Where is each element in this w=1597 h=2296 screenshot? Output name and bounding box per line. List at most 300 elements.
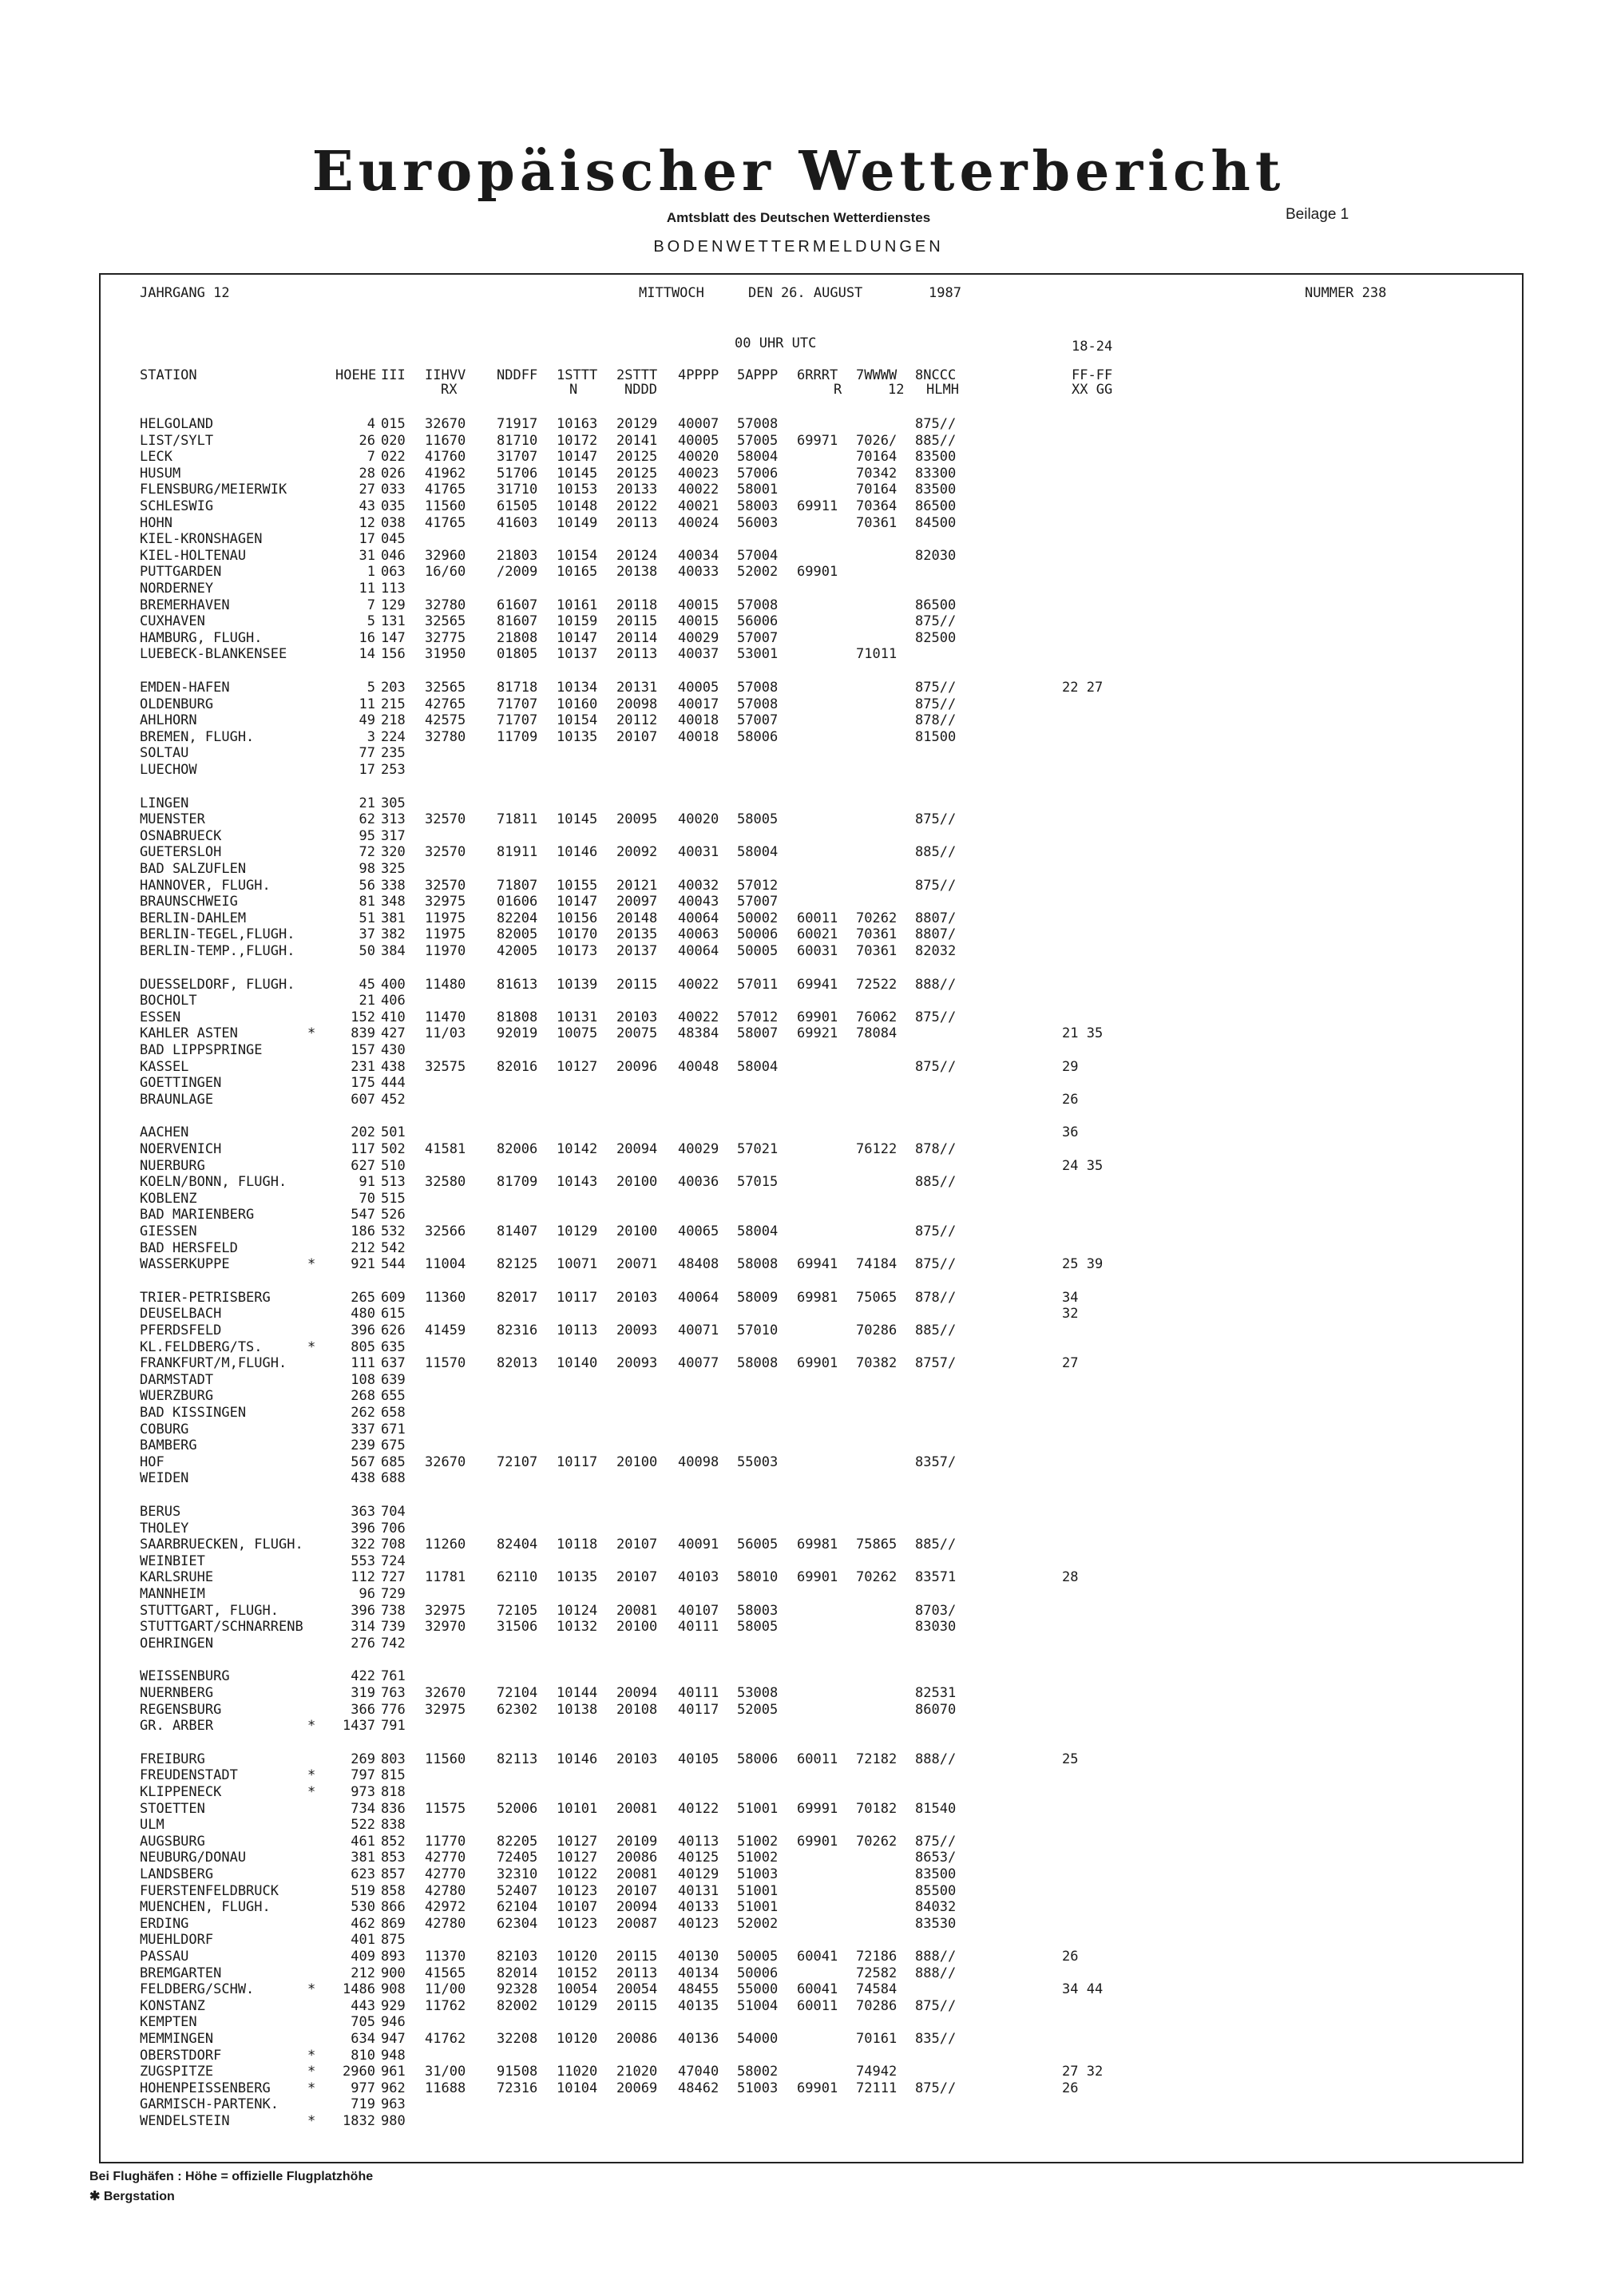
table-row: [0, 1290, 1597, 1307]
group-5: 40029: [678, 630, 719, 646]
station-index: 671: [381, 1422, 406, 1437]
col-10-header: FF-FF: [1072, 367, 1113, 383]
table-row: [0, 1124, 1597, 1141]
group-5: 40125: [678, 1850, 719, 1866]
group-1: 32566: [425, 1223, 466, 1239]
station-name: SOLTAU: [140, 745, 189, 761]
group-4: 20125: [616, 466, 658, 482]
group-7: 69921: [797, 1025, 838, 1041]
group-1: 42780: [425, 1916, 466, 1932]
station-name: MUENCHEN, FLUGH.: [140, 1899, 271, 1915]
station-height: 1437: [343, 1718, 375, 1734]
station-index: 708: [381, 1537, 406, 1552]
station-name: NUERNBERG: [140, 1685, 214, 1701]
station-name: AUGSBURG: [140, 1834, 205, 1850]
group-9: 81540: [915, 1801, 957, 1817]
group-5: 48455: [678, 1981, 719, 1997]
station-name: HUSUM: [140, 466, 181, 482]
group-8: 71011: [856, 646, 898, 662]
table-row: [0, 646, 1597, 663]
group-5: 40029: [678, 1141, 719, 1157]
station-name: ESSEN: [140, 1009, 181, 1025]
table-row: [0, 1537, 1597, 1553]
station-height: 4: [367, 416, 375, 432]
table-row: [0, 1569, 1597, 1586]
station-name: NUERBURG: [140, 1158, 205, 1174]
station-name: LECK: [140, 449, 172, 465]
mountain-station-mark: *: [307, 2064, 316, 2080]
table-row: [0, 1256, 1597, 1273]
station-height: 607: [351, 1092, 375, 1108]
station-name: GUETERSLOH: [140, 844, 222, 860]
station-height: 95: [359, 828, 375, 844]
wind-gust-group: 25: [1062, 1751, 1079, 1767]
station-height: 1: [367, 564, 375, 580]
group-6: 51001: [737, 1801, 779, 1817]
group-3: 10153: [557, 482, 598, 498]
group-5: 40023: [678, 466, 719, 482]
group-6: 58004: [737, 1059, 779, 1075]
station-name: KOELN/BONN, FLUGH.: [140, 1174, 287, 1190]
table-row: [0, 498, 1597, 515]
station-height: 11: [359, 696, 375, 712]
group-2: 81613: [497, 977, 538, 993]
group-1: 32670: [425, 416, 466, 432]
group-2: 82113: [497, 1751, 538, 1767]
group-9: 875//: [915, 680, 957, 696]
group-5: 40129: [678, 1866, 719, 1882]
group-1: 32575: [425, 1059, 466, 1075]
station-index: 215: [381, 696, 406, 712]
group-8: 78084: [856, 1025, 898, 1041]
group-5: 40005: [678, 680, 719, 696]
group-2: 31710: [497, 482, 538, 498]
station-height: 77: [359, 745, 375, 761]
group-4: 20094: [616, 1141, 658, 1157]
station-height: 17: [359, 531, 375, 547]
station-index: 235: [381, 745, 406, 761]
group-1: 32975: [425, 1603, 466, 1619]
group-6: 53001: [737, 646, 779, 662]
group-3: 10054: [557, 1981, 598, 1997]
group-3: 10144: [557, 1685, 598, 1701]
group-2: 82017: [497, 1290, 538, 1306]
group-6: 57004: [737, 548, 779, 564]
group-2: 32310: [497, 1866, 538, 1882]
station-index: 962: [381, 2080, 406, 2096]
station-index: 626: [381, 1322, 406, 1338]
group-3: 10129: [557, 1998, 598, 2014]
station-index: 532: [381, 1223, 406, 1239]
table-row: [0, 1899, 1597, 1916]
table-row: [0, 1801, 1597, 1818]
group-2: 82316: [497, 1322, 538, 1338]
group-1: 11560: [425, 498, 466, 514]
group-4: 20069: [616, 2080, 658, 2096]
wind-gust-group: 28: [1062, 1569, 1079, 1585]
station-height: 634: [351, 2031, 375, 2047]
station-index: 704: [381, 1504, 406, 1520]
group-6: 50005: [737, 943, 779, 959]
group-9: 86500: [915, 498, 957, 514]
station-index: 381: [381, 910, 406, 926]
station-name: OLDENBURG: [140, 696, 214, 712]
group-6: 51004: [737, 1998, 779, 2014]
table-row: [0, 1372, 1597, 1389]
group-4: 20103: [616, 1751, 658, 1767]
station-index: 961: [381, 2064, 406, 2080]
station-height: 70: [359, 1191, 375, 1207]
station-index: 929: [381, 1998, 406, 2014]
station-index: 382: [381, 926, 406, 942]
table-row: [0, 1685, 1597, 1702]
group-3: 10139: [557, 977, 598, 993]
group-5: 48462: [678, 2080, 719, 2096]
group-2: 71707: [497, 712, 538, 728]
station-index: 035: [381, 498, 406, 514]
issue-number: NUMMER 238: [1305, 285, 1387, 301]
group-2: 82204: [497, 910, 538, 926]
group-7: 69901: [797, 564, 838, 580]
group-6: 50002: [737, 910, 779, 926]
station-name: MANNHEIM: [140, 1586, 205, 1602]
station-height: 112: [351, 1569, 375, 1585]
station-height: 5: [367, 680, 375, 696]
station-name: AACHEN: [140, 1124, 189, 1140]
mountain-station-mark: *: [307, 2048, 316, 2064]
group-4: 20093: [616, 1322, 658, 1338]
group-6: 52005: [737, 1702, 779, 1718]
station-height: 28: [359, 466, 375, 482]
group-4: 20129: [616, 416, 658, 432]
col-3-header: 1STTT: [557, 367, 598, 383]
station-name: BAD SALZUFLEN: [140, 861, 247, 877]
group-3: 10143: [557, 1174, 598, 1190]
table-row: [0, 1322, 1597, 1339]
group-4: 20113: [616, 515, 658, 531]
group-8: 72111: [856, 2080, 898, 2096]
station-height: 11: [359, 581, 375, 597]
group-2: 62110: [497, 1569, 538, 1585]
wind-gust-group: 26: [1062, 1092, 1079, 1108]
group-5: 40018: [678, 712, 719, 728]
group-9: 8703/: [915, 1603, 957, 1619]
group-5: 40021: [678, 498, 719, 514]
group-6: 57008: [737, 416, 779, 432]
mountain-station-mark: *: [307, 1718, 316, 1734]
station-height: 839: [351, 1025, 375, 1041]
group-6: 53008: [737, 1685, 779, 1701]
station-name: FREUDENSTADT: [140, 1767, 238, 1783]
table-row: [0, 680, 1597, 696]
group-7: 69971: [797, 433, 838, 449]
table-row: [0, 1619, 1597, 1636]
station-index: 026: [381, 466, 406, 482]
station-height: 5: [367, 613, 375, 629]
group-5: 40071: [678, 1322, 719, 1338]
group-1: 32570: [425, 844, 466, 860]
group-8: 70164: [856, 449, 898, 465]
station-height: 7: [367, 597, 375, 613]
station-height: 462: [351, 1916, 375, 1932]
col-6-header: 5APPP: [737, 367, 779, 383]
group-5: 40064: [678, 1290, 719, 1306]
group-3: 10120: [557, 2031, 598, 2047]
station-name: ULM: [140, 1817, 164, 1833]
station-index: 444: [381, 1075, 406, 1091]
group-1: 32570: [425, 811, 466, 827]
group-4: 20098: [616, 696, 658, 712]
group-2: 21803: [497, 548, 538, 564]
group-8: 70164: [856, 482, 898, 498]
group-4: 20137: [616, 943, 658, 959]
group-5: 40117: [678, 1702, 719, 1718]
group-1: 42972: [425, 1899, 466, 1915]
station-name: BERLIN-DAHLEM: [140, 910, 247, 926]
station-height: 705: [351, 2014, 375, 2030]
station-name: FRANKFURT/M,FLUGH.: [140, 1355, 287, 1371]
col-station-header: STATION: [140, 367, 197, 383]
group-2: 62104: [497, 1899, 538, 1915]
station-name: NORDERNEY: [140, 581, 214, 597]
wind-gust-group: 27: [1062, 1355, 1079, 1371]
group-3: 10154: [557, 548, 598, 564]
group-9: 875//: [915, 1998, 957, 2014]
group-5: 40064: [678, 910, 719, 926]
station-name: GIESSEN: [140, 1223, 197, 1239]
station-index: 348: [381, 894, 406, 910]
station-index: 688: [381, 1470, 406, 1486]
wind-gust-group: 29: [1062, 1059, 1079, 1075]
table-row: [0, 1949, 1597, 1965]
group-1: 41760: [425, 449, 466, 465]
group-5: 40032: [678, 878, 719, 894]
station-name: MEMMINGEN: [140, 2031, 214, 2047]
group-5: 40034: [678, 548, 719, 564]
table-row: [0, 1603, 1597, 1620]
group-7: 69991: [797, 1801, 838, 1817]
group-4: 20122: [616, 498, 658, 514]
group-8: 7026/: [856, 433, 898, 449]
station-name: KIEL-HOLTENAU: [140, 548, 247, 564]
group-9: 885//: [915, 1537, 957, 1552]
table-row: [0, 2080, 1597, 2097]
station-height: 268: [351, 1388, 375, 1404]
station-index: 609: [381, 1290, 406, 1306]
group-5: 40111: [678, 1619, 719, 1635]
group-1: 11470: [425, 1009, 466, 1025]
station-index: 655: [381, 1388, 406, 1404]
table-row: [0, 861, 1597, 878]
group-9: 878//: [915, 1290, 957, 1306]
station-index: 513: [381, 1174, 406, 1190]
group-6: 58007: [737, 1025, 779, 1041]
station-name: HOF: [140, 1454, 164, 1470]
group-3: 10163: [557, 416, 598, 432]
station-name: BERLIN-TEGEL,FLUGH.: [140, 926, 295, 942]
station-index: 218: [381, 712, 406, 728]
station-index: 452: [381, 1092, 406, 1108]
group-8: 70262: [856, 910, 898, 926]
station-height: 21: [359, 993, 375, 1009]
station-index: 305: [381, 795, 406, 811]
station-height: 522: [351, 1817, 375, 1833]
station-index: 406: [381, 993, 406, 1009]
group-3: 10154: [557, 712, 598, 728]
group-9: 888//: [915, 1965, 957, 1981]
station-index: 836: [381, 1801, 406, 1817]
group-7: 60041: [797, 1981, 838, 1997]
group-3: 10124: [557, 1603, 598, 1619]
table-row: [0, 1586, 1597, 1603]
station-index: 729: [381, 1586, 406, 1602]
station-height: 16: [359, 630, 375, 646]
station-index: 045: [381, 531, 406, 547]
group-5: 40020: [678, 449, 719, 465]
group-2: 81808: [497, 1009, 538, 1025]
report-subtitle: Amtsblatt des Deutschen Wetterdienstes: [666, 210, 931, 225]
group-8: 72522: [856, 977, 898, 993]
group-1: 41762: [425, 2031, 466, 2047]
station-height: 396: [351, 1603, 375, 1619]
group-1: 42770: [425, 1850, 466, 1866]
wind-gust-group: 32: [1062, 1306, 1079, 1322]
group-2: 81709: [497, 1174, 538, 1190]
group-7: 69901: [797, 1569, 838, 1585]
station-index: 542: [381, 1240, 406, 1256]
station-name: THOLEY: [140, 1521, 189, 1537]
table-row: [0, 1207, 1597, 1223]
table-row: [0, 1059, 1597, 1076]
table-row: [0, 993, 1597, 1009]
group-7: 60041: [797, 1949, 838, 1965]
table-row: [0, 2064, 1597, 2080]
wind-gust-group: 24 35: [1062, 1158, 1104, 1174]
group-2: 61505: [497, 498, 538, 514]
station-name: NOERVENICH: [140, 1141, 222, 1157]
table-row: [0, 564, 1597, 581]
group-4: 20114: [616, 630, 658, 646]
wind-gust-group: 36: [1062, 1124, 1079, 1140]
table-row: [0, 926, 1597, 943]
group-3: 10075: [557, 1025, 598, 1041]
station-name: WEISSENBURG: [140, 1668, 230, 1684]
group-3: 10149: [557, 515, 598, 531]
station-height: 461: [351, 1834, 375, 1850]
date-label: DEN 26. AUGUST: [748, 285, 863, 301]
group-9: 8807/: [915, 910, 957, 926]
group-7: 60011: [797, 1998, 838, 2014]
table-row: [0, 581, 1597, 597]
group-9: 84500: [915, 515, 957, 531]
col-8-header-sub: 12: [888, 382, 905, 398]
station-name: KLIPPENECK: [140, 1784, 222, 1800]
wind-gust-group: 34: [1062, 1290, 1079, 1306]
station-height: 553: [351, 1553, 375, 1569]
station-name: OEHRINGEN: [140, 1636, 214, 1652]
group-4: 21020: [616, 2064, 658, 2080]
group-9: 835//: [915, 2031, 957, 2047]
station-name: LANDSBERG: [140, 1866, 214, 1882]
table-row: [0, 1470, 1597, 1487]
group-6: 58004: [737, 449, 779, 465]
station-height: 31: [359, 548, 375, 564]
table-row: [0, 1916, 1597, 1933]
group-5: 40077: [678, 1355, 719, 1371]
station-height: 157: [351, 1042, 375, 1058]
group-4: 20113: [616, 1965, 658, 1981]
station-height: 62: [359, 811, 375, 827]
group-9: 875//: [915, 878, 957, 894]
station-height: 186: [351, 1223, 375, 1239]
group-2: 71707: [497, 696, 538, 712]
station-index: 815: [381, 1767, 406, 1783]
station-name: BAD HERSFELD: [140, 1240, 238, 1256]
group-4: 20103: [616, 1290, 658, 1306]
station-height: 797: [351, 1767, 375, 1783]
station-index: 515: [381, 1191, 406, 1207]
mountain-station-mark: *: [307, 1767, 316, 1783]
group-1: 11688: [425, 2080, 466, 2096]
table-row: [0, 729, 1597, 746]
group-5: 40107: [678, 1603, 719, 1619]
group-5: 40123: [678, 1916, 719, 1932]
station-height: 409: [351, 1949, 375, 1965]
group-6: 58005: [737, 1619, 779, 1635]
group-4: 20100: [616, 1223, 658, 1239]
station-height: 49: [359, 712, 375, 728]
station-name: STUTTGART, FLUGH.: [140, 1603, 279, 1619]
group-3: 10152: [557, 1965, 598, 1981]
group-6: 58006: [737, 1751, 779, 1767]
station-index: 410: [381, 1009, 406, 1025]
group-6: 51002: [737, 1850, 779, 1866]
group-5: 40064: [678, 943, 719, 959]
table-row: [0, 2096, 1597, 2113]
group-3: 10123: [557, 1916, 598, 1932]
group-8: 70286: [856, 1322, 898, 1338]
table-row: [0, 894, 1597, 910]
station-index: 893: [381, 1949, 406, 1965]
group-8: 74942: [856, 2064, 898, 2080]
station-height: 396: [351, 1322, 375, 1338]
mountain-station-mark: *: [307, 2113, 316, 2129]
station-height: 314: [351, 1619, 375, 1635]
group-1: 41765: [425, 482, 466, 498]
col-3-header-sub: N: [569, 382, 578, 398]
station-index: 129: [381, 597, 406, 613]
station-height: 381: [351, 1850, 375, 1866]
group-6: 57010: [737, 1322, 779, 1338]
group-5: 40048: [678, 1059, 719, 1075]
group-4: 20081: [616, 1603, 658, 1619]
group-9: 875//: [915, 1009, 957, 1025]
table-row: [0, 1817, 1597, 1834]
table-row: [0, 466, 1597, 482]
table-row: [0, 2113, 1597, 2130]
group-1: 32775: [425, 630, 466, 646]
group-2: 61607: [497, 597, 538, 613]
group-6: 57012: [737, 1009, 779, 1025]
group-5: 40015: [678, 597, 719, 613]
group-9: 83500: [915, 482, 957, 498]
group-6: 58009: [737, 1290, 779, 1306]
mountain-station-mark: *: [307, 1339, 316, 1355]
station-name: WASSERKUPPE: [140, 1256, 230, 1272]
group-6: 57006: [737, 466, 779, 482]
station-index: 113: [381, 581, 406, 597]
group-6: 57008: [737, 597, 779, 613]
